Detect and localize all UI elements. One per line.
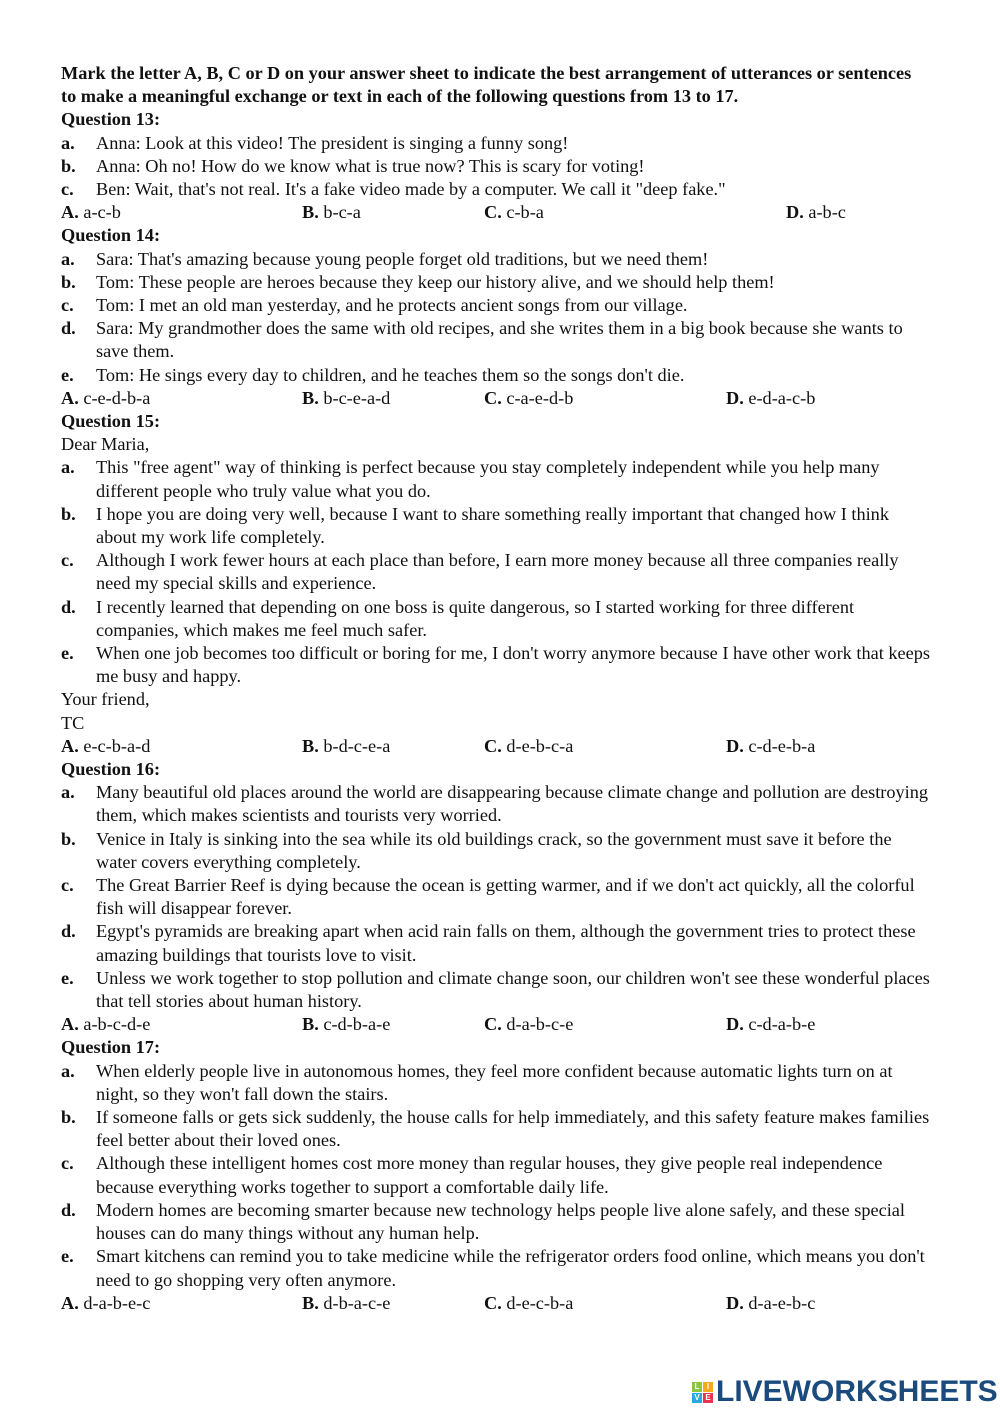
answer-option-b[interactable] xyxy=(302,1013,390,1036)
item-label: b. xyxy=(61,828,76,849)
option-text: a-c-b xyxy=(83,202,121,223)
sentence-item xyxy=(61,503,931,549)
option-letter: D. xyxy=(786,202,804,223)
sentence-item xyxy=(61,642,931,688)
answer-options xyxy=(61,735,931,758)
sentence-item xyxy=(61,294,931,317)
item-text: Smart kitchens can remind you to take medicine while the refrigerator orders food online, which means you don't need to go shopping very often anymore. xyxy=(96,1246,925,1290)
option-text: c-e-d-b-a xyxy=(83,387,151,408)
answer-option-c[interactable] xyxy=(484,387,573,410)
option-text: c-d-a-b-e xyxy=(748,1014,816,1035)
sentence-item xyxy=(61,549,931,595)
item-label: d. xyxy=(61,596,76,617)
logo-tile: I xyxy=(703,1382,713,1392)
answer-option-c[interactable] xyxy=(484,201,544,224)
sentence-item xyxy=(61,1060,931,1106)
answer-option-a[interactable] xyxy=(61,1292,150,1315)
logo-tile: V xyxy=(692,1393,702,1403)
item-label: c. xyxy=(61,1153,74,1174)
item-text: Tom: I met an old man yesterday, and he protects ancient songs from our village. xyxy=(96,295,688,316)
option-text: a-b-c xyxy=(808,202,846,223)
item-text: The Great Barrier Reef is dying because the ocean is getting warmer, and if we don't act quickly, all the colorful fish will disappear forever. xyxy=(96,875,915,919)
item-label: a. xyxy=(61,1060,75,1081)
option-text: b-c-e-a-d xyxy=(323,387,391,408)
question-block xyxy=(61,758,931,1036)
option-text: c-a-e-d-b xyxy=(506,387,574,408)
item-label: e. xyxy=(61,643,74,664)
question-block xyxy=(61,108,931,224)
answer-option-d[interactable] xyxy=(726,735,815,758)
question-title: Question 15: xyxy=(61,411,161,432)
answer-option-a[interactable] xyxy=(61,1013,150,1036)
option-letter: A. xyxy=(61,387,79,408)
item-text: Although these intelligent homes cost more money than regular houses, they give people real independence because everything works together to support a comfortable daily life. xyxy=(96,1153,883,1197)
option-text: a-b-c-d-e xyxy=(83,1014,151,1035)
liveworksheets-logo xyxy=(692,1375,998,1409)
item-text: Venice in Italy is sinking into the sea while its old buildings crack, so the government must save it before the water covers everything completely. xyxy=(96,828,892,872)
sentence-item xyxy=(61,967,931,1013)
sentence-item xyxy=(61,155,931,178)
option-text: c-b-a xyxy=(506,202,544,223)
option-letter: B. xyxy=(302,387,319,408)
question-list xyxy=(61,108,931,1314)
sentence-item xyxy=(61,596,931,642)
option-letter: C. xyxy=(484,202,502,223)
option-letter: B. xyxy=(302,1014,319,1035)
sentence-item xyxy=(61,1152,931,1198)
answer-option-b[interactable] xyxy=(302,735,390,758)
item-label: e. xyxy=(61,364,74,385)
logo-tile: E xyxy=(703,1393,713,1403)
item-text: Sara: That's amazing because young people forget old traditions, but we need them! xyxy=(96,248,709,269)
answer-option-b[interactable] xyxy=(302,1292,390,1315)
option-letter: C. xyxy=(484,387,502,408)
option-letter: C. xyxy=(484,735,502,756)
option-letter: A. xyxy=(61,1014,79,1035)
logo-tile: L xyxy=(692,1382,702,1392)
item-label: b. xyxy=(61,271,76,292)
sentence-item xyxy=(61,132,931,155)
item-text: Tom: He sings every day to children, and he teaches them so the songs don't die. xyxy=(96,364,685,385)
option-letter: A. xyxy=(61,1292,79,1313)
item-text: If someone falls or gets sick suddenly, the house calls for help immediately, and this safety feature makes families feel better about their loved ones. xyxy=(96,1107,930,1151)
item-text: Unless we work together to stop pollution and climate change soon, our children won't see these wonderful places that tell stories about human history. xyxy=(96,967,930,1012)
sentence-item xyxy=(61,920,931,966)
answer-option-d[interactable] xyxy=(726,387,815,410)
option-letter: C. xyxy=(484,1292,502,1313)
option-letter: B. xyxy=(302,1292,319,1313)
sentence-item xyxy=(61,874,931,920)
sentence-item xyxy=(61,781,931,827)
item-text: When one job becomes too difficult or boring for me, I don't worry anymore because I have other work that keeps me busy and happy. xyxy=(96,643,930,687)
option-letter: B. xyxy=(302,735,319,756)
option-text: d-e-c-b-a xyxy=(506,1292,574,1313)
question-title: Question 14: xyxy=(61,225,161,246)
question-title: Question 17: xyxy=(61,1037,161,1058)
item-label: c. xyxy=(61,875,74,896)
closing-line: TC xyxy=(61,712,85,733)
item-text: When elderly people live in autonomous homes, they feel more confident because automatic lights turn on at night, so they won't fall down the stairs. xyxy=(96,1060,893,1104)
answer-option-d[interactable] xyxy=(726,1013,815,1036)
logo-tiles-icon xyxy=(692,1382,713,1403)
option-text: c-d-b-a-e xyxy=(323,1014,391,1035)
item-label: d. xyxy=(61,318,76,339)
item-text: Anna: Oh no! How do we know what is true now? This is scary for voting! xyxy=(96,155,645,176)
closing-line: Your friend, xyxy=(61,689,150,710)
instructions: Mark the letter A, B, C or D on your answer sheet to indicate the best arrangement of utterances or sentences to make a meaningful exchange or text in each of the following questions from 13 to 17. xyxy=(61,63,912,107)
option-text: b-d-c-e-a xyxy=(323,735,391,756)
sentence-item xyxy=(61,178,931,201)
sentence-item xyxy=(61,317,931,363)
question-block xyxy=(61,410,931,758)
option-letter: C. xyxy=(484,1014,502,1035)
question-block xyxy=(61,224,931,410)
answer-option-a[interactable] xyxy=(61,201,121,224)
option-text: d-a-b-e-c xyxy=(83,1292,151,1313)
item-label: b. xyxy=(61,1107,76,1128)
item-text: Many beautiful old places around the world are disappearing because climate change and pollution are destroying them, which makes scientists and tourists very worried. xyxy=(96,782,929,826)
item-label: a. xyxy=(61,248,75,269)
answer-option-b[interactable] xyxy=(302,201,361,224)
item-text: This "free agent" way of thinking is perfect because you stay completely independent while you help many different people who truly value what you do. xyxy=(96,457,880,501)
item-label: d. xyxy=(61,1199,76,1220)
answer-options xyxy=(61,1292,931,1315)
question-title: Question 13: xyxy=(61,109,161,130)
item-text: Although I work fewer hours at each place than before, I earn more money because all three companies really need my special skills and experience. xyxy=(96,550,899,594)
option-letter: A. xyxy=(61,735,79,756)
answer-option-c[interactable] xyxy=(484,1292,573,1315)
worksheet xyxy=(61,62,931,1315)
item-text: Sara: My grandmother does the same with old recipes, and she writes them in a big book because she wants to save them. xyxy=(96,318,903,362)
option-text: b-c-a xyxy=(323,202,361,223)
option-letter: D. xyxy=(726,387,744,408)
option-text: e-c-b-a-d xyxy=(83,735,151,756)
option-letter: A. xyxy=(61,202,79,223)
item-label: a. xyxy=(61,132,75,153)
question-title: Question 16: xyxy=(61,759,161,780)
item-label: d. xyxy=(61,921,76,942)
sentence-item xyxy=(61,1106,931,1152)
answer-option-c[interactable] xyxy=(484,735,573,758)
sentence-item xyxy=(61,828,931,874)
item-label: b. xyxy=(61,155,76,176)
answer-option-d[interactable] xyxy=(786,201,846,224)
option-text: d-b-a-c-e xyxy=(323,1292,391,1313)
item-label: a. xyxy=(61,782,75,803)
sentence-item xyxy=(61,1199,931,1245)
item-label: a. xyxy=(61,457,75,478)
item-label: b. xyxy=(61,503,76,524)
item-text: Ben: Wait, that's not real. It's a fake video made by a computer. We call it "deep fake." xyxy=(96,179,726,200)
option-letter: B. xyxy=(302,202,319,223)
item-text: I recently learned that depending on one boss is quite dangerous, so I started working for three different companies, which makes me feel much safer. xyxy=(96,596,855,640)
item-text: Anna: Look at this video! The president is singing a funny song! xyxy=(96,132,569,153)
option-letter: D. xyxy=(726,1014,744,1035)
sentence-item xyxy=(61,1245,931,1291)
item-text: Tom: These people are heroes because they keep our history alive, and we should help them! xyxy=(96,271,775,292)
answer-options xyxy=(61,1013,931,1036)
logo-text: LIVEWORKSHEETS xyxy=(716,1375,998,1408)
answer-option-d[interactable] xyxy=(726,1292,815,1315)
option-letter: D. xyxy=(726,1292,744,1313)
item-label: c. xyxy=(61,550,74,571)
option-letter: D. xyxy=(726,735,744,756)
answer-option-b[interactable] xyxy=(302,387,390,410)
sentence-item xyxy=(61,248,931,271)
item-label: c. xyxy=(61,295,74,316)
option-text: d-e-b-c-a xyxy=(506,735,574,756)
sentence-item xyxy=(61,456,931,502)
option-text: d-a-b-c-e xyxy=(506,1014,574,1035)
question-block xyxy=(61,1036,931,1314)
item-label: e. xyxy=(61,1246,74,1267)
answer-option-a[interactable] xyxy=(61,387,150,410)
salutation: Dear Maria, xyxy=(61,434,150,455)
answer-options xyxy=(61,387,931,410)
answer-option-c[interactable] xyxy=(484,1013,573,1036)
option-text: e-d-a-c-b xyxy=(748,387,816,408)
item-label: c. xyxy=(61,179,74,200)
answer-options xyxy=(61,201,931,224)
answer-option-a[interactable] xyxy=(61,735,150,758)
item-text: I hope you are doing very well, because I want to share something really important that changed how I think about my work life completely. xyxy=(96,503,889,548)
option-text: c-d-e-b-a xyxy=(748,735,816,756)
sentence-item xyxy=(61,364,931,387)
option-text: d-a-e-b-c xyxy=(748,1292,816,1313)
sentence-item xyxy=(61,271,931,294)
item-label: e. xyxy=(61,967,74,988)
item-text: Egypt's pyramids are breaking apart when acid rain falls on them, although the government tries to protect these amazing buildings that tourists love to visit. xyxy=(96,921,916,965)
item-text: Modern homes are becoming smarter because new technology helps people live alone safely, and these special houses can do many things without any human help. xyxy=(96,1199,905,1244)
